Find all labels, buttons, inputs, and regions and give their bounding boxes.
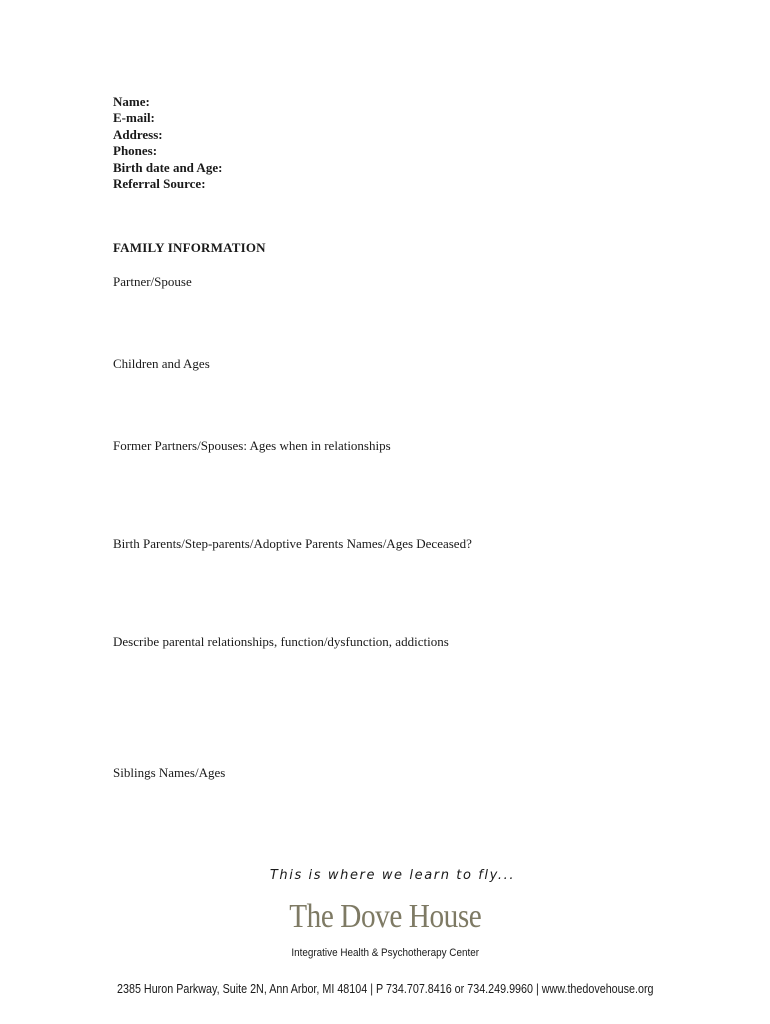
former-partners-prompt: Former Partners/Spouses: Ages when in relationships <box>113 438 391 453</box>
children-ages-prompt: Children and Ages <box>113 356 210 371</box>
email-label: E-mail: <box>113 110 155 126</box>
tagline: This is where we learn to fly... <box>269 868 516 883</box>
parental-relationships-prompt: Describe parental relationships, function/dysfunction, addictions <box>113 634 449 649</box>
footer-address: 2385 Huron Parkway, Suite 2N, Ann Arbor, MI 48104 | P 734.707.8416 or 734.249.9960 | www.thedovehouse.org <box>117 982 654 996</box>
family-information-heading: FAMILY INFORMATION <box>113 240 266 255</box>
siblings-prompt: Siblings Names/Ages <box>113 765 226 780</box>
referral-source-label: Referral Source: <box>113 176 206 192</box>
parents-prompt: Birth Parents/Step-parents/Adoptive Parents Names/Ages Deceased? <box>113 536 472 551</box>
name-label: Name: <box>113 94 150 109</box>
address-label: Address: <box>113 126 163 142</box>
logo-subtitle: Integrative Health & Psychotherapy Center <box>291 947 480 959</box>
contact-fields <box>113 94 222 192</box>
partner-spouse-prompt: Partner/Spouse <box>113 274 192 289</box>
birth-date-age-label: Birth date and Age: <box>113 159 223 175</box>
dove-house-logo: The Dove House <box>289 898 482 935</box>
phones-label: Phones: <box>113 143 158 159</box>
